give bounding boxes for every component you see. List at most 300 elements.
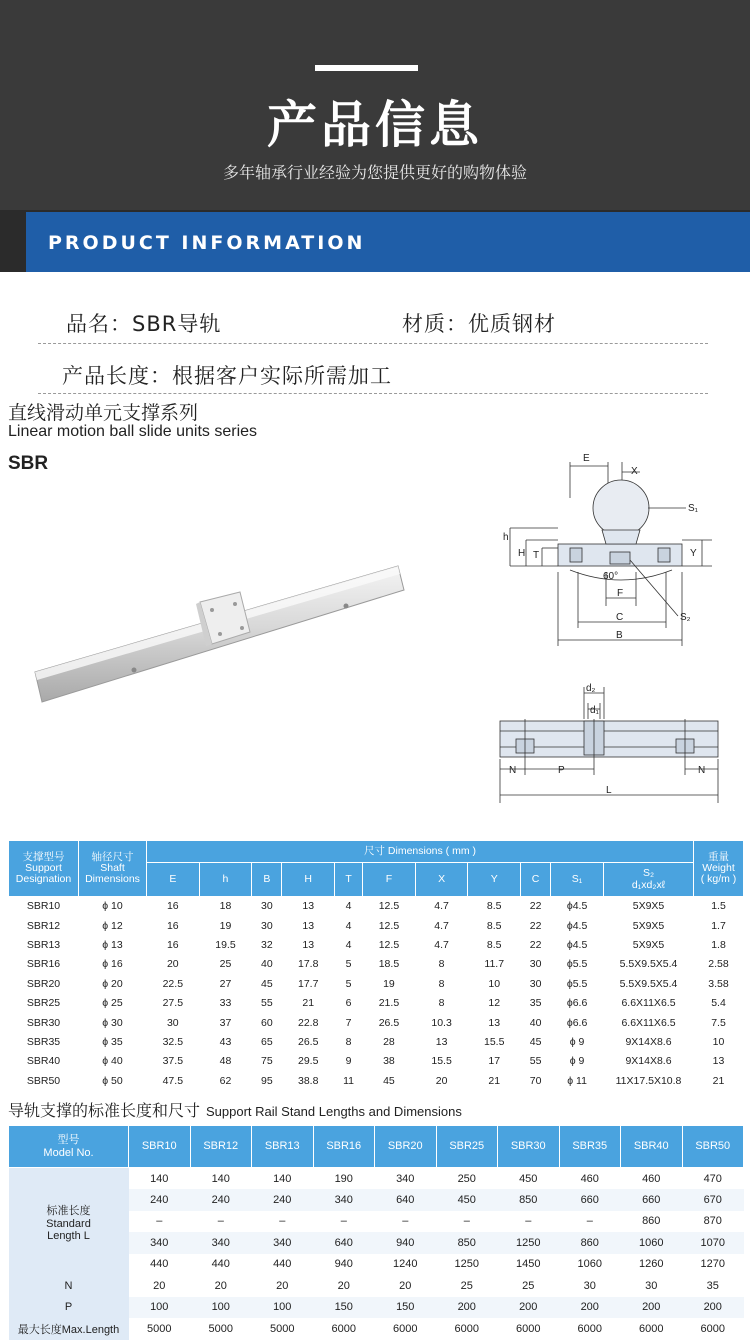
row-label: 标准长度 Standard Length L: [9, 1168, 129, 1276]
table-row: [9, 993, 744, 1012]
header-model: SBR16: [313, 1126, 375, 1168]
table-cell: 6000: [559, 1318, 621, 1340]
table-cell: ϕ 25: [102, 997, 123, 1010]
table-cell: 21: [488, 1074, 501, 1087]
dim-label-s2: S₂: [680, 612, 691, 623]
table-cell: SBR40: [26, 1055, 61, 1068]
table-cell: ϕ5.5: [566, 958, 588, 971]
table-cell: 340: [375, 1168, 437, 1190]
table-cell: 26.5: [378, 1016, 400, 1029]
table-cell: 17: [488, 1055, 501, 1068]
table-cell: 870: [682, 1211, 744, 1233]
table-cell: 1240: [375, 1254, 437, 1276]
table-cell: SBR12: [26, 919, 61, 932]
table-cell: 3.58: [708, 977, 729, 990]
table-cell: 5.4: [711, 997, 726, 1010]
table-cell: 27: [219, 977, 232, 990]
table-cell: ϕ6.6: [566, 1016, 588, 1029]
table-row: [9, 935, 744, 954]
table-cell: –: [375, 1211, 437, 1233]
header-dim-col: B: [252, 863, 282, 897]
table-cell: 10.3: [431, 1016, 452, 1029]
table-cell: 100: [252, 1297, 314, 1319]
table-cell: 25: [498, 1275, 560, 1297]
dim-label-p: P: [558, 765, 565, 776]
table-cell: SBR30: [26, 1016, 61, 1029]
table-cell: 860: [621, 1211, 683, 1233]
table-cell: 10: [488, 977, 501, 990]
table-cell: 16: [166, 919, 179, 932]
table-cell: 8: [345, 1035, 352, 1048]
section-2-title: [8, 1098, 462, 1121]
table-cell: 1260: [621, 1254, 683, 1276]
table-cell: 40: [260, 958, 273, 971]
slide-rail-illustration: [30, 560, 420, 710]
table-cell: 13: [488, 1016, 501, 1029]
table-cell: ϕ 16: [102, 958, 123, 971]
table-cell: 5000: [129, 1318, 191, 1340]
table-cell: ϕ 13: [102, 938, 123, 951]
table-cell: 1.7: [711, 919, 726, 932]
table-cell: 20: [190, 1275, 252, 1297]
table-cell: SBR13: [26, 938, 61, 951]
header-model: SBR12: [190, 1126, 252, 1168]
table-cell: 33: [219, 997, 232, 1010]
dim-label-d2: d₂: [586, 683, 596, 694]
cross-section-diagram: [490, 448, 740, 660]
header-model: SBR10: [129, 1126, 191, 1168]
table-cell: ϕ 9: [569, 1055, 585, 1068]
header-dim-col: Y: [468, 863, 521, 897]
table-cell: 150: [313, 1297, 375, 1319]
table-cell: 100: [190, 1297, 252, 1319]
table-cell: 62: [219, 1074, 232, 1087]
header-model: SBR50: [682, 1126, 744, 1168]
table-cell: 20: [252, 1275, 314, 1297]
table-cell: 200: [621, 1297, 683, 1319]
table-cell: 100: [129, 1297, 191, 1319]
table-cell: 45: [529, 1035, 542, 1048]
table-cell: 13: [302, 919, 315, 932]
header-dim-col: X: [415, 863, 468, 897]
table-cell: 7.5: [711, 1016, 726, 1029]
table-cell: 19: [383, 977, 395, 990]
row-label: N: [9, 1275, 129, 1297]
table-cell: 1060: [559, 1254, 621, 1276]
table-cell: 30: [529, 958, 542, 971]
table-cell: 26.5: [297, 1035, 319, 1048]
table-cell: 860: [559, 1232, 621, 1254]
table-cell: 460: [621, 1168, 683, 1190]
table-cell: 35: [682, 1275, 744, 1297]
table-cell: 21: [712, 1074, 725, 1087]
table-row: [9, 955, 744, 974]
series-title-cn: 直线滑动单元支撑系列: [8, 402, 199, 424]
table-cell: 20: [166, 958, 179, 971]
table-cell: 6000: [375, 1318, 437, 1340]
table-cell: –: [252, 1211, 314, 1233]
product-length: 产品长度：根据客户实际所需加工: [62, 364, 392, 388]
table-cell: 9X14X8.6: [625, 1055, 672, 1068]
header-model: SBR35: [559, 1126, 621, 1168]
table-cell: 12.5: [378, 900, 400, 913]
table-cell: 19: [219, 919, 232, 932]
table-cell: 13: [302, 900, 315, 913]
table-cell: –: [190, 1211, 252, 1233]
table-cell: ϕ 30: [102, 1016, 123, 1029]
table-cell: 1270: [682, 1254, 744, 1276]
table-cell: 5X9X5: [632, 919, 665, 932]
header-model: SBR30: [498, 1126, 560, 1168]
table-cell: ϕ4.5: [566, 900, 588, 913]
table-row: [9, 897, 744, 916]
product-name: 品名：SBR导轨: [66, 312, 222, 336]
table-cell: 12.5: [378, 938, 400, 951]
table-cell: 8.5: [486, 919, 502, 932]
table-cell: ϕ 10: [102, 900, 123, 913]
dim-label-f: F: [617, 588, 624, 599]
table-cell: 8.5: [486, 900, 502, 913]
standard-lengths-table: [8, 1125, 744, 1340]
table-cell: SBR10: [26, 900, 61, 913]
table-cell: 5.5X9.5X5.4: [619, 977, 678, 990]
table-cell: 340: [252, 1232, 314, 1254]
header-dim-col: S₁: [551, 863, 604, 897]
table-cell: 200: [436, 1297, 498, 1319]
table-cell: 440: [129, 1254, 191, 1276]
header-model: 支撑型号 Support Designation: [9, 841, 79, 897]
table-cell: 340: [190, 1232, 252, 1254]
table-cell: SBR20: [26, 977, 61, 990]
table-cell: 640: [313, 1232, 375, 1254]
dim-label-n: N: [509, 765, 517, 776]
table-cell: 450: [436, 1189, 498, 1211]
table-cell: –: [498, 1211, 560, 1233]
table-cell: 8: [438, 977, 445, 990]
table-cell: 22.5: [162, 977, 184, 990]
series-title-en: Linear motion ball slide units series: [8, 423, 258, 440]
table-cell: 660: [559, 1189, 621, 1211]
table-cell: 1250: [498, 1232, 560, 1254]
table-cell: ϕ 35: [102, 1035, 123, 1048]
side-view-diagram: [496, 683, 722, 803]
table-cell: 29.5: [297, 1055, 319, 1068]
table-cell: 2.58: [708, 958, 729, 971]
table-cell: 55: [260, 997, 273, 1010]
table-cell: 940: [375, 1232, 437, 1254]
table-cell: 15.5: [431, 1055, 452, 1068]
table-cell: 4.7: [434, 919, 449, 932]
table-cell: 470: [682, 1168, 744, 1190]
table-cell: 40: [529, 1016, 542, 1029]
table-cell: 21: [302, 997, 315, 1010]
table-cell: 9X14X8.6: [625, 1035, 672, 1048]
table-cell: 940: [313, 1254, 375, 1276]
table-cell: 5X9X5: [632, 938, 665, 951]
table-cell: –: [436, 1211, 498, 1233]
table-cell: 190: [313, 1168, 375, 1190]
dim-label-x: X: [631, 466, 638, 477]
table-cell: 20: [313, 1275, 375, 1297]
table-cell: 6.6X11X6.5: [621, 997, 676, 1010]
divider: [38, 393, 708, 394]
table-cell: 12: [488, 997, 501, 1010]
table-cell: 32.5: [162, 1035, 184, 1048]
header-dim-col: T: [335, 863, 363, 897]
table-cell: 30: [260, 919, 273, 932]
table-cell: 1070: [682, 1232, 744, 1254]
dim-label-b: B: [616, 630, 623, 641]
table-cell: 45: [383, 1074, 395, 1087]
table-cell: 200: [682, 1297, 744, 1319]
series-code: SBR: [8, 453, 49, 474]
divider: [38, 343, 708, 344]
table-cell: 48: [219, 1055, 232, 1068]
table-cell: 75: [260, 1055, 273, 1068]
table-cell: –: [129, 1211, 191, 1233]
dim-label-n: N: [698, 765, 706, 776]
table-cell: 27.5: [162, 997, 184, 1010]
table-cell: 10: [712, 1035, 725, 1048]
table-cell: 850: [436, 1232, 498, 1254]
dim-label-l: L: [606, 785, 612, 796]
dim-label-s1: S₁: [688, 503, 699, 514]
table-cell: 30: [529, 977, 542, 990]
table-cell: 20: [435, 1074, 448, 1087]
table-cell: –: [313, 1211, 375, 1233]
table-row: [9, 1013, 744, 1032]
table-cell: 8: [438, 958, 445, 971]
table-cell: 4.7: [434, 938, 449, 951]
table-cell: 11: [343, 1074, 355, 1087]
table-cell: 6000: [498, 1318, 560, 1340]
table-cell: 6: [345, 997, 352, 1010]
table-cell: 240: [190, 1189, 252, 1211]
table-cell: 12.5: [378, 919, 400, 932]
table-cell: 850: [498, 1189, 560, 1211]
table-cell: 65: [260, 1035, 273, 1048]
table-cell: ϕ 40: [102, 1055, 123, 1068]
table-cell: 5.5X9.5X5.4: [619, 958, 678, 971]
table-cell: 1250: [436, 1254, 498, 1276]
table-cell: 11X17.5X10.8: [615, 1074, 682, 1087]
header-model: SBR40: [621, 1126, 683, 1168]
table-cell: 6000: [682, 1318, 744, 1340]
table-cell: 4: [345, 900, 352, 913]
table-cell: 17.8: [297, 958, 319, 971]
table-cell: ϕ 9: [569, 1035, 585, 1048]
hero-subtitle: 多年轴承行业经验为您提供更好的购物体验: [222, 163, 527, 182]
table-cell: 28: [383, 1035, 395, 1048]
dimensions-table: [8, 840, 744, 1090]
header-shaft: 轴径尺寸 Shaft Dimensions: [79, 841, 147, 897]
table-cell: 5000: [190, 1318, 252, 1340]
table-cell: 240: [129, 1189, 191, 1211]
header-dim-col: E: [147, 863, 200, 897]
table-cell: 18.5: [378, 958, 400, 971]
header-weight: 重量 Weight ( kg/m ): [694, 841, 744, 897]
section-2-title-en: Support Rail Stand Lengths and Dimensions: [206, 1104, 462, 1119]
header-dim-col: H: [282, 863, 335, 897]
table-cell: 43: [219, 1035, 232, 1048]
table-cell: 200: [559, 1297, 621, 1319]
table-cell: 1.5: [711, 900, 726, 913]
table-cell: 20: [375, 1275, 437, 1297]
table-cell: 17.7: [297, 977, 319, 990]
table-cell: 5: [345, 977, 352, 990]
dim-label-t: T: [533, 550, 540, 561]
table-cell: 30: [559, 1275, 621, 1297]
table-cell: 640: [375, 1189, 437, 1211]
table-row: [9, 1168, 744, 1190]
table-cell: 440: [252, 1254, 314, 1276]
dim-label-d1: d₁: [590, 705, 599, 716]
table-cell: 1060: [621, 1232, 683, 1254]
row-label: P: [9, 1297, 129, 1319]
header-model: SBR25: [436, 1126, 498, 1168]
dim-label-h: h: [503, 532, 509, 543]
header-dim-col: C: [521, 863, 551, 897]
table-cell: 15.5: [484, 1035, 505, 1048]
table-cell: 140: [190, 1168, 252, 1190]
table-cell: 440: [190, 1254, 252, 1276]
table-cell: 18: [219, 900, 232, 913]
hero-divider: [315, 65, 418, 71]
dim-label-e: E: [583, 453, 590, 464]
table-cell: 60: [260, 1016, 273, 1029]
table-cell: 8: [438, 997, 445, 1010]
table-cell: 19.5: [215, 938, 236, 951]
table-cell: SBR25: [26, 997, 61, 1010]
table-cell: 30: [260, 900, 273, 913]
table-cell: 37.5: [162, 1055, 184, 1068]
table-cell: 240: [252, 1189, 314, 1211]
table-cell: 37: [219, 1016, 232, 1029]
table-cell: 8.5: [486, 938, 502, 951]
table-cell: 250: [436, 1168, 498, 1190]
table-cell: ϕ 20: [102, 977, 123, 990]
table-cell: 70: [529, 1074, 542, 1087]
table-cell: 5X9X5: [632, 900, 665, 913]
header-dim-col: h: [199, 863, 252, 897]
table-cell: 22.8: [297, 1016, 319, 1029]
table-cell: 5: [345, 958, 352, 971]
table-cell: 140: [252, 1168, 314, 1190]
table-cell: 45: [260, 977, 273, 990]
table-cell: ϕ4.5: [566, 938, 588, 951]
table-cell: 38: [383, 1055, 395, 1068]
table-row: [9, 1318, 744, 1340]
dim-label-angle: 60°: [603, 571, 619, 582]
table-row: [9, 1071, 744, 1090]
table-row: [9, 916, 744, 935]
table-cell: SBR35: [26, 1035, 61, 1048]
table-cell: 4: [345, 919, 352, 932]
header-dim-col: S₂ d₁xd₂xℓ: [604, 863, 694, 897]
table-cell: 450: [498, 1168, 560, 1190]
hero-title: 产品信息: [267, 96, 483, 154]
dim-label-y: Y: [690, 548, 697, 559]
table-cell: 13: [302, 938, 315, 951]
table-cell: 6.6X11X6.5: [621, 1016, 676, 1029]
table-cell: 7: [345, 1016, 352, 1029]
table-cell: 460: [559, 1168, 621, 1190]
table-cell: 13: [712, 1055, 725, 1068]
table-row: [9, 1275, 744, 1297]
section-2-title-cn: 导轨支撑的标准长度和尺寸: [8, 1101, 201, 1120]
table-cell: 340: [313, 1189, 375, 1211]
table-cell: 30: [621, 1275, 683, 1297]
table-cell: 47.5: [162, 1074, 184, 1087]
table-cell: 5000: [252, 1318, 314, 1340]
table-cell: –: [559, 1211, 621, 1233]
table-cell: 25: [219, 958, 232, 971]
table-cell: 6000: [436, 1318, 498, 1340]
header-dimensions: 尺寸 Dimensions ( mm ): [147, 841, 694, 863]
table-cell: 1.8: [711, 938, 726, 951]
table-row: [9, 974, 744, 993]
table-cell: 6000: [621, 1318, 683, 1340]
table-cell: ϕ5.5: [566, 977, 588, 990]
table-cell: 38.8: [297, 1074, 319, 1087]
table-cell: 95: [260, 1074, 273, 1087]
header-model-no: 型号 Model No.: [9, 1126, 129, 1168]
table-cell: ϕ4.5: [566, 919, 588, 932]
table-cell: 660: [621, 1189, 683, 1211]
table-cell: 21.5: [378, 997, 400, 1010]
table-cell: 22: [529, 938, 542, 951]
header-model: SBR20: [375, 1126, 437, 1168]
table-row: [9, 1297, 744, 1319]
table-cell: SBR50: [26, 1074, 61, 1087]
table-cell: 30: [166, 1016, 179, 1029]
table-cell: 1450: [498, 1254, 560, 1276]
table-cell: 35: [529, 997, 542, 1010]
table-cell: 4: [345, 938, 352, 951]
table-cell: 11.7: [484, 958, 505, 971]
table-cell: 16: [166, 938, 179, 951]
row-label: 最大长度Max.Length: [9, 1318, 129, 1340]
table-cell: 13: [435, 1035, 448, 1048]
header-model: SBR13: [252, 1126, 314, 1168]
table-cell: 25: [436, 1275, 498, 1297]
table-cell: 4.7: [434, 900, 449, 913]
table-cell: 55: [529, 1055, 542, 1068]
table-cell: 150: [375, 1297, 437, 1319]
table-cell: 200: [498, 1297, 560, 1319]
table-cell: 22: [529, 900, 542, 913]
table-cell: SBR16: [26, 958, 61, 971]
table-cell: ϕ 50: [102, 1074, 123, 1087]
table-cell: 340: [129, 1232, 191, 1254]
table-cell: 32: [260, 938, 273, 951]
table-cell: 20: [129, 1275, 191, 1297]
dim-label-c: C: [616, 612, 624, 623]
dim-label-H: H: [518, 548, 526, 559]
table-row: [9, 1052, 744, 1071]
section-band-label: PRODUCT INFORMATION: [48, 232, 366, 254]
table-cell: ϕ6.6: [566, 997, 588, 1010]
table-cell: 22: [529, 919, 542, 932]
table-cell: 6000: [313, 1318, 375, 1340]
table-cell: 670: [682, 1189, 744, 1211]
product-material: 材质：优质钢材: [402, 312, 556, 336]
table-cell: 9: [345, 1055, 352, 1068]
table-cell: 140: [129, 1168, 191, 1190]
table-cell: 16: [166, 900, 179, 913]
table-cell: ϕ 11: [567, 1074, 587, 1087]
header-dim-col: F: [363, 863, 416, 897]
